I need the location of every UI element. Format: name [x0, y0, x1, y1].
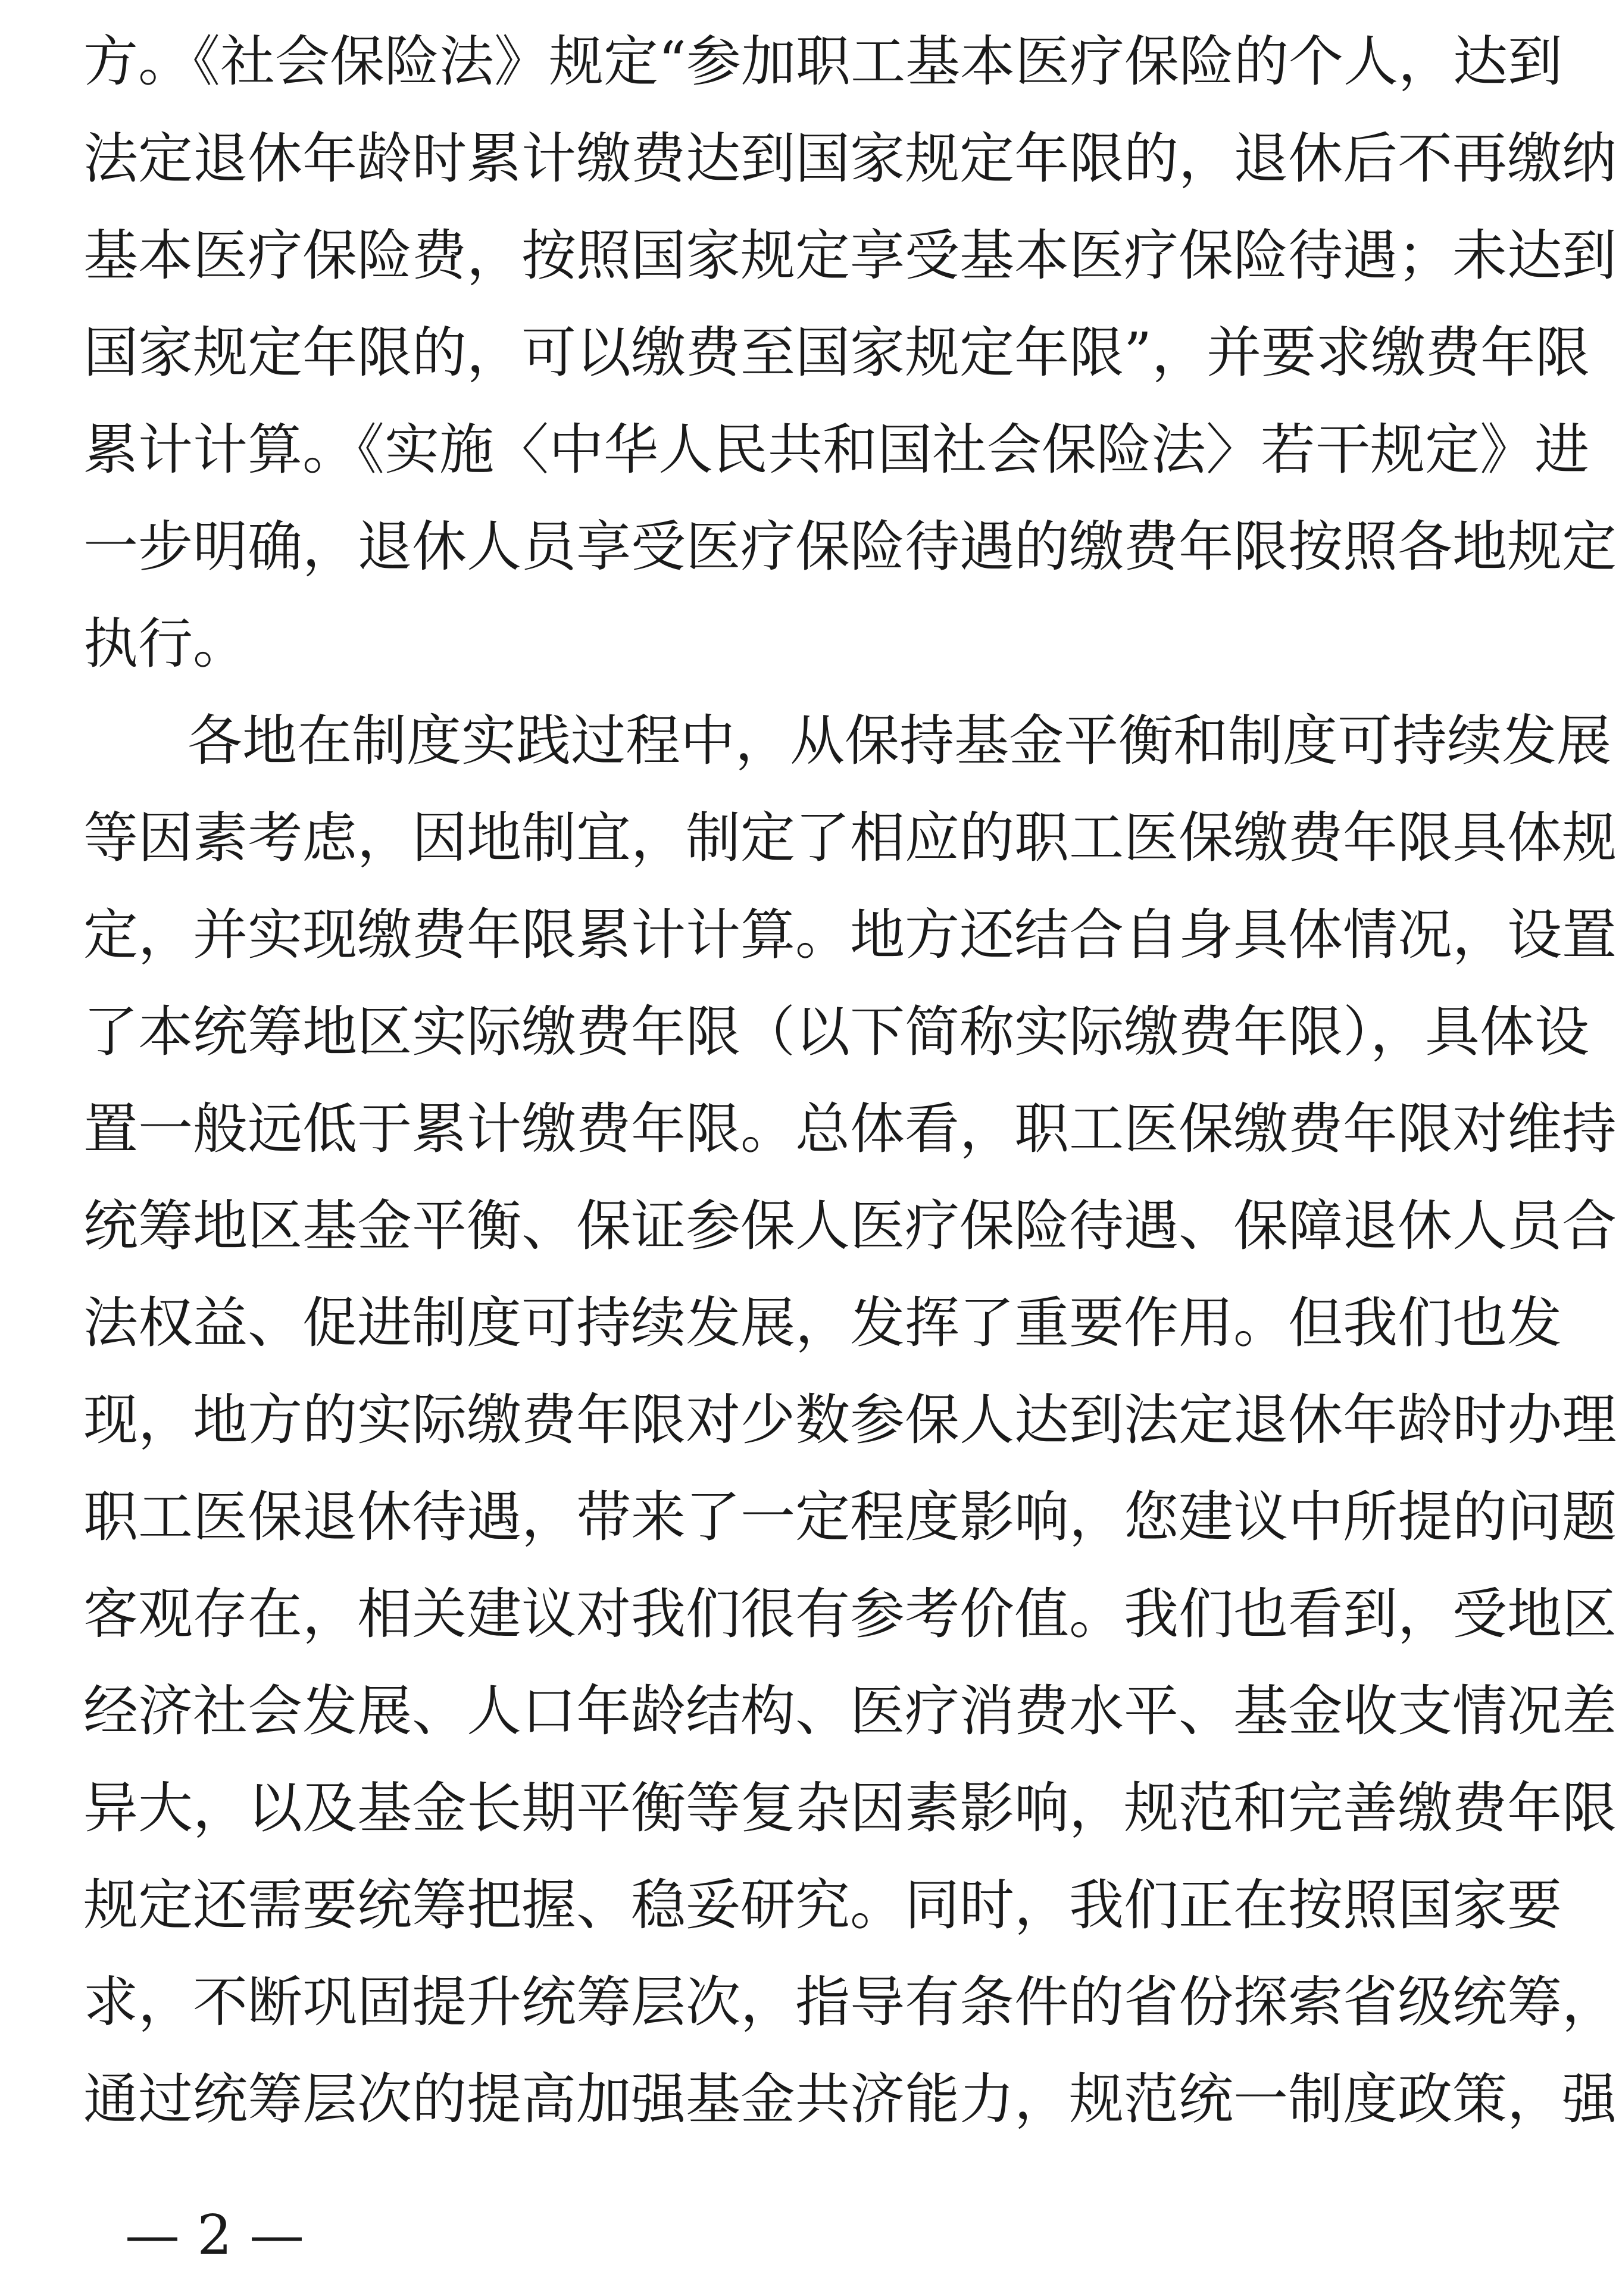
- text-line: 基本医疗保险费，按照国家规定享受基本医疗保险待遇；未达到: [83, 224, 1617, 288]
- text-line: 定，并实现缴费年限累计计算。地方还结合自身具体情况，设置: [83, 903, 1617, 967]
- text-line: 法定退休年龄时累计缴费达到国家规定年限的，退休后不再缴纳: [83, 127, 1617, 190]
- text-line: 职工医保退休待遇，带来了一定程度影响，您建议中所提的问题: [83, 1485, 1617, 1549]
- text-line: 规定还需要统筹把握、稳妥研究。同时，我们正在按照国家要: [83, 1873, 1562, 1937]
- text-line: 统筹地区基金平衡、保证参保人医疗保险待遇、保障退休人员合: [83, 1194, 1617, 1258]
- text-line: 方。《社会保险法》规定“参加职工基本医疗保险的个人，达到: [83, 30, 1563, 93]
- text-line: 求，不断巩固提升统筹层次，指导有条件的省份探索省级统筹，: [83, 1970, 1617, 2034]
- text-line: 置一般远低于累计缴费年限。总体看，职工医保缴费年限对维持: [83, 1097, 1617, 1161]
- text-line: 通过统筹层次的提高加强基金共济能力，规范统一制度政策，强: [83, 2067, 1617, 2131]
- text-line: 经济社会发展、人口年龄结构、医疗消费水平、基金收支情况差: [83, 1679, 1617, 1743]
- text-line: 累计计算。《实施〈中华人民共和国社会保险法〉若干规定》进: [83, 418, 1590, 482]
- text-line: 各地在制度实践过程中，从保持基金平衡和制度可持续发展: [187, 709, 1612, 773]
- paragraph-1: [83, 13, 1617, 692]
- text-line: 现，地方的实际缴费年限对少数参保人达到法定退休年龄时办理: [83, 1388, 1617, 1452]
- body-text: [83, 13, 1617, 2148]
- text-line: 客观存在，相关建议对我们很有参考价值。我们也看到，受地区: [83, 1582, 1617, 1646]
- text-line: 国家规定年限的，可以缴费至国家规定年限”，并要求缴费年限: [83, 321, 1590, 385]
- text-line: 异大，以及基金长期平衡等复杂因素影响，规范和完善缴费年限: [83, 1776, 1617, 1840]
- page-number: — 2 —: [125, 2203, 305, 2267]
- text-line: 执行。: [83, 612, 248, 676]
- paragraph-2: [83, 692, 1617, 2148]
- text-line: 法权益、促进制度可持续发展，发挥了重要作用。但我们也发: [83, 1291, 1562, 1355]
- text-line: 等因素考虑，因地制宜，制定了相应的职工医保缴费年限具体规: [83, 806, 1617, 870]
- text-line: 了本统筹地区实际缴费年限（以下简称实际缴费年限），具体设: [83, 1000, 1590, 1064]
- text-line: 一步明确，退休人员享受医疗保险待遇的缴费年限按照各地规定: [83, 515, 1617, 579]
